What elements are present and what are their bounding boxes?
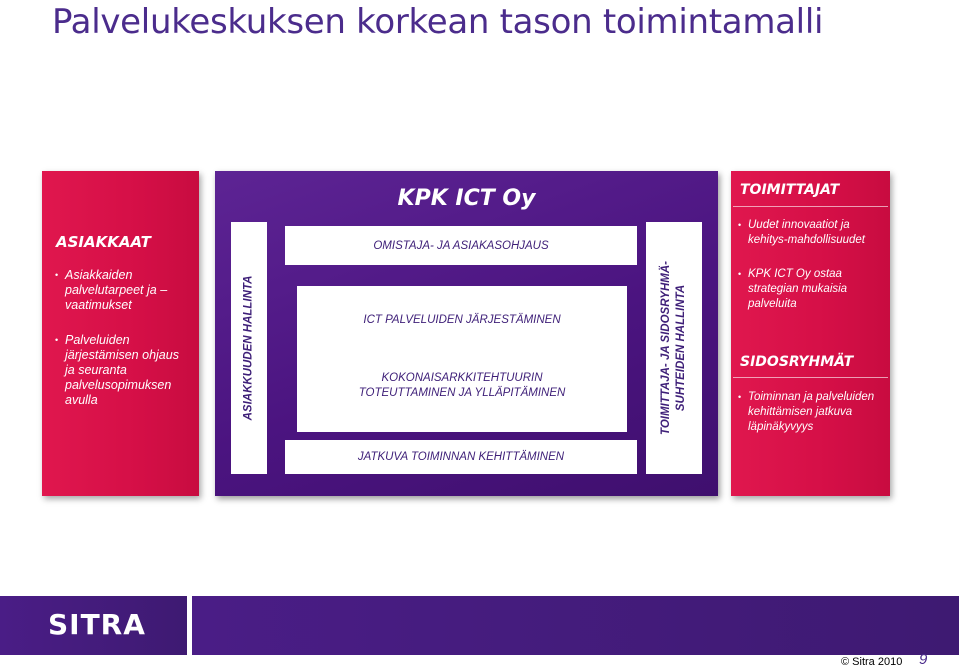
- architecture-label: [297, 371, 627, 401]
- stakeholders-heading: SIDOSRYHMÄT: [740, 354, 854, 370]
- customer-management-box: [231, 222, 267, 474]
- suppliers-heading: TOIMITTAJAT: [740, 182, 840, 198]
- customer-management-label: ASIAKKUUDEN HALLINTA: [242, 275, 255, 421]
- supplier-stakeholder-label: [659, 261, 689, 435]
- customers-panel: [42, 171, 199, 496]
- supplier-stakeholder-line-2: SUHTEIDEN HALLINTA: [675, 284, 687, 412]
- suppliers-heading-divider: [733, 206, 888, 207]
- suppliers-bullet-1: • Uudet innovaatiot ja kehitys-mahdollisuudet: [748, 218, 883, 248]
- customers-bullet-1: • Asiakkaiden palvelutarpeet ja – vaatimukset: [65, 268, 177, 313]
- suppliers-panel: [731, 171, 890, 496]
- core-services-box: [297, 286, 627, 432]
- supplier-stakeholder-box: [646, 222, 702, 474]
- copyright-text: © Sitra 2010: [841, 656, 903, 668]
- continuous-development-box: [285, 440, 637, 474]
- suppliers-bullet-2: • KPK ICT Oy ostaa strategian mukaisia palveluita: [748, 267, 878, 312]
- supplier-stakeholder-line-1: TOIMITTAJA- JA SIDOSRYHMÄ-: [660, 261, 672, 435]
- stakeholders-heading-divider: [733, 377, 888, 378]
- ownership-guidance-box: [285, 226, 637, 265]
- footer-band-right: [192, 596, 959, 655]
- kpk-ict-heading: KPK ICT Oy: [397, 186, 536, 211]
- page-title: Palvelukeskuksen korkean tason toimintamalli: [52, 2, 824, 42]
- architecture-line-1: KOKONAISARKKITEHTUURIN: [381, 372, 543, 384]
- kpk-ict-panel: [215, 171, 718, 496]
- architecture-line-2: TOTEUTTAMINEN JA YLLÄPITÄMINEN: [358, 387, 566, 399]
- sitra-logo: SITRA: [48, 608, 146, 641]
- customers-bullet-2: • Palveluiden järjestämisen ohjaus ja seuranta palvelusopimuksen avulla: [65, 333, 181, 408]
- footer-band-left: [0, 596, 187, 655]
- stakeholders-bullet-1: • Toiminnan ja palveluiden kehittämisen jatkuva läpinäkyvyys: [748, 390, 888, 435]
- customers-heading: ASIAKKAAT: [56, 233, 151, 251]
- page-number: 9: [919, 651, 928, 668]
- continuous-development-label: JATKUVA TOIMINNAN KEHITTÄMINEN: [357, 451, 565, 463]
- ict-services-label: ICT PALVELUIDEN JÄRJESTÄMINEN: [363, 314, 561, 326]
- ownership-guidance-label: OMISTAJA- JA ASIAKASOHJAUS: [373, 239, 549, 252]
